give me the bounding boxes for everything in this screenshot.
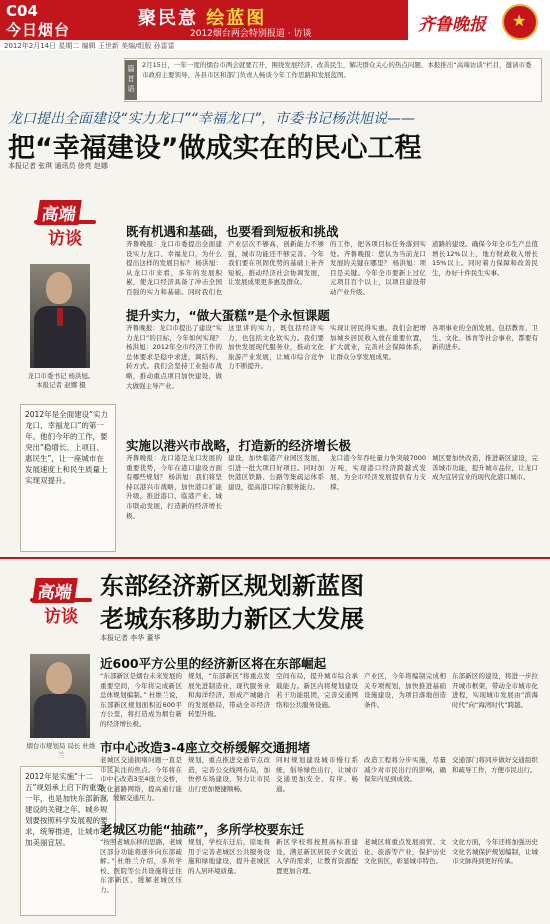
article2-col-1a: “东部新区是烟台未来发展的重要空间，今年将完成新区总体规划编制。” 杜维兰说，东部新区规划面积近600平方公里，将打造成为烟台新的经济增长极。 [100,672,182,728]
badge-bottom-text: 访谈 [44,607,78,627]
article1-col-2b: 这里讲的实力，既包括经济实力，也包括文化软实力。我们要加快发展现代服务业，推动文化旅游产业发展，让城市综合竞争力不断提升。 [228,324,324,371]
section-block [0,0,118,40]
page-code: C04 [6,2,38,20]
portrait-suit [34,694,86,738]
article1-col-1a: 齐鲁晚报：龙口市委提出全面建设实力龙口、幸福龙口，为什么提出这样的发展目标？ 杨洪旭：从龙口市来看，多年的发展积累，使龙口经济具备了冲击全国百强的实力和基础。同时我们也 [126,240,222,296]
article2-sidebox: 2012年是实施“十二五”规划承上启下的重要一年，也是加快东部新区建设的关键之年。城乡规划要按照科学发展观的要求，统筹推进，让城市更加美丽宜居。 [20,766,116,916]
article1-subhead-2: 提升实力，“做大蛋糕”是个永恒课题 [126,308,330,323]
emblem-icon [502,4,538,40]
article2-badge [30,574,92,636]
section-name: 今日烟台 [6,21,71,39]
article2-byline: 本报记者 李华 董华 [100,634,161,642]
article2-col-3c: 新区学校将按照高标准建设，满足新区居民子女就近入学的需求，让教育资源配置更加合理。 [276,838,358,875]
article1-sidebox: 2012年是全面建设“实力龙口、幸福龙口”的第一年。他们今年的工作，要突出“稳增长、上项目、惠民生”，让一座城市在发展速度上和民生质量上实现双提升。 [20,404,116,552]
special-report-subtitle: 2012烟台两会特别报道 · 访谈 [190,29,312,39]
lead-text: 2月15日，一年一度的烟台市两会就要召开，围绕发展经济、改善民生，解决群众关心的热点问题，本报推出“高端访谈”栏目，邀请市委市政府主要领导、各县市区和部门负责人畅谈今年工作思路和发展蓝图。 [142,61,532,79]
badge-top-text: 高端 [36,200,82,225]
article2-col-2c: 同时规划建设城市慢行系统，倡导绿色出行，让城市交通更加安全、有序、畅通。 [276,756,358,793]
article1-headline: 把“幸福建设”做成实在的民心工程 [8,133,422,164]
article2-col-1c: 空间布局，提升城市综合承载能力。新区内将规划建设若干功能组团，完善交通网络和公共服务设施。 [276,672,358,709]
badge-bottom-text: 访谈 [48,229,82,249]
article1-subhead-1: 既有机遇和基础，也要看到短板和挑战 [126,224,339,239]
article2-col-2b: 规划，重点推进交通节点改造，完善公交线网布局，加快停车场建设，努力让市民出行更加便捷顺畅。 [188,756,270,793]
article2-col-3a: “按照老城东移的思路，老城区部分功能将逐步向东部疏解。” 杜维兰介绍，多所学校、医院等公共设施将迁往东部新区，缓解老城区压力。 [100,838,182,894]
article1-col-2d: 各项事业的全面发展。包括教育、卫生、文化、体育等社会事业，都要有新的进步。 [432,324,538,352]
article2-headline-line1: 东部经济新区规划新蓝图 [100,572,364,600]
article1-col-3c: 龙口港今年吞吐量力争突破7000万吨，实现港口经济跨越式发展，为全市经济发展提供有力支撑。 [330,454,426,491]
article2-subhead-2: 市中心改造3-4座立交桥缓解交通拥堵 [100,740,311,755]
article2-col-1d: 产业区，今年将编制完成相关专项规划，加快推进基础设施建设，为项目落地创造条件。 [364,672,446,709]
article2-col-3d: 老城区将重点发展商贸、文化、旅游等产业，保护历史文化街区，彰显城市特色。 [364,838,446,866]
portrait-head [46,272,72,304]
article2-col-3b: 规划，学校东迁后，原址将用于完善老城区公共服务设施和绿地建设，提升老城区的人居环境质量。 [188,838,270,875]
article2-col-3e: 文化方面，今年还将加强历史文化名城保护规划编制，让城市文脉得到更好传承。 [452,838,538,866]
portrait-head [46,662,72,694]
article1-subhead-3: 实施以港兴市战略，打造新的经济增长极 [126,438,352,453]
article1-col-3d: 城区要加快改造，推进新区建设，完善城市功能，提升城市品位，让龙口成为宜居宜业的现代化港口城市。 [432,454,538,482]
article1-col-1d: 道路的建设。确保今年全市生产总值增长12%以上，地方财政收入增长15%以上。同时着力保障和改善民生，办好十件民生实事。 [432,240,538,277]
article2-photo-caption: 烟台市规划局 局长 杜维兰 [26,742,96,759]
masthead-logo [410,2,548,42]
paper-name: 齐鲁晚报 [418,15,486,35]
article1-byline: 本报记者 张琪 通讯员 徐亮 赵娜 [8,162,108,170]
section-divider [0,557,550,559]
article2-col-2a: 老城区交通拥堵问题一直是市民关注的焦点。今年将在市中心改造3至4座立交桥，优化道路网络，提高通行能力，缓解交通压力。 [100,756,182,803]
article2-headline-line2: 老城东移助力新区大发展 [100,605,364,633]
article2-col-2d: 改造工程将分步实施，尽量减少对市民出行的影响，确保年内见到成效。 [364,756,446,784]
article1-col-1b: 产业层次不够高，创新能力不够强，城市功能还不够完善。今年我们要在巩固优势的基础上补齐短板，推动经济社会协调发展，让发展成果更多惠及群众。 [228,240,324,287]
star-icon: ★ [512,11,527,30]
article1-photo-caption: 龙口市委书记 杨洪旭。 本报记者 赵娜 摄 [27,372,95,389]
article2-col-1e: 东部新区的建设，将进一步拉开城市框架，带动全市城市化进程，实现城市发展由“滨海时代”向“海湾时代”跨越。 [452,672,538,709]
article1-portrait [30,264,90,368]
title-part1: 聚民意 [138,8,198,29]
article2-portrait [30,654,90,738]
badge-top-text: 高端 [32,578,78,603]
article2-subhead-3: 老城区功能“抽疏”，多所学校要东迁 [100,822,304,837]
article1-col-3a: 齐鲁晚报：龙口港是龙口发展的重要优势，今年在港口建设方面有哪些规划？ 杨洪旭：我们将坚持以港兴市战略，加快港口扩能升级，推进港口、临港产业、城市联动发展，打造新的经济增长极。 [126,454,222,520]
article1-badge [34,196,96,258]
page-header [0,0,550,50]
article1-col-2c: 实现让居民得实惠。我们会把增加城乡居民收入放在重要位置，扩大就业，完善社会保障体系，让群众分享发展成果。 [330,324,426,361]
portrait-tie [57,308,63,326]
article1-col-1c: 的工作，把各项目标任务落到实处。齐鲁晚报：您认为当前龙口发展的关键在哪里？ 杨洪旭：项目是关键。今年全市要新上过亿元项目百个以上，以项目建设带动产业升级。 [330,240,426,296]
article1-kicker: 龙口提出全面建设“实力龙口”“幸福龙口”，市委书记杨洪旭说—— [8,111,416,127]
article2-subhead-1: 近600平方公里的经济新区将在东部崛起 [100,656,327,671]
issue-meta: 2012年2月14日 星期二 编辑 王世新 美编/组版 孙雷雷 [4,42,175,50]
article1-col-3b: 建设，加快临港产业园区发展，引进一批大项目好项目。同时加快港区铁路、公路等集疏运体系建设，提高港口综合服务能力。 [228,454,324,491]
lead-tag: 篇首语 [125,60,137,100]
article2-col-1b: 规划，“东部新区”将重点发展先进制造业、现代服务业和海洋经济，形成产城融合的发展格局，带动全市经济转型升级。 [188,672,270,719]
title-part2: 绘蓝图 [206,8,267,29]
article1-col-2a: 齐鲁晚报：龙口市提出了建设“实力龙口”的目标，今年如何实现？ 杨洪旭：2012年全市经济工作的总体要求是稳中求进，调结构、转方式。我们会坚持工业强市战略，推动重点项目加快建设，做大做强主导产业。 [126,324,222,390]
article2-col-2e: 交通部门将同步做好交通组织和疏导工作，方便市民出行。 [452,756,538,774]
